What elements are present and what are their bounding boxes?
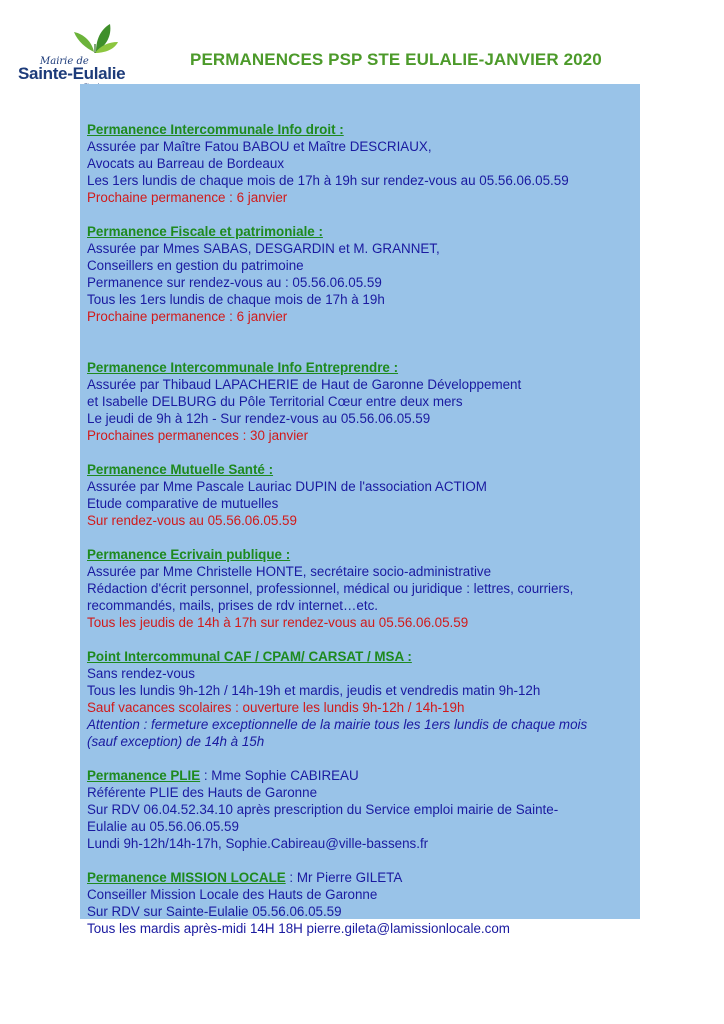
closure-note: (sauf exception) de 14h à 15h bbox=[87, 734, 265, 749]
page-title: PERMANENCES PSP STE EULALIE-JANVIER 2020 bbox=[190, 50, 602, 69]
section-line: Le jeudi de 9h à 12h - Sur rendez-vous au 05.56.06.05.59 bbox=[87, 411, 431, 426]
section-line: Etude comparative de mutuelles bbox=[87, 496, 279, 511]
next-date: Tous les jeudis de 14h à 17h sur rendez-vous au 05.56.06.05.59 bbox=[87, 615, 469, 630]
section-contact: : Mme Sophie CABIREAU bbox=[200, 768, 359, 783]
logo-small-text: Mairie de bbox=[40, 56, 89, 67]
section-line: Rédaction d'écrit personnel, professionnel, médical ou juridique : lettres, courriers, bbox=[87, 581, 574, 596]
section-line: Assurée par Mmes SABAS, DESGARDIN et M. GRANNET, bbox=[87, 241, 440, 256]
section-title: Permanence Ecrivain publique : bbox=[87, 547, 291, 562]
section-line: Conseillers en gestion du patrimoine bbox=[87, 258, 304, 273]
leaves-icon bbox=[70, 22, 120, 54]
section-line: Sans rendez-vous bbox=[87, 666, 195, 681]
section-ecrivain bbox=[87, 546, 637, 631]
section-mutuelle bbox=[87, 461, 637, 529]
section-info-droit bbox=[87, 121, 637, 206]
section-mission-locale bbox=[87, 869, 637, 937]
section-line: Lundi 9h-12h/14h-17h, Sophie.Cabireau@ville-bassens.fr bbox=[87, 836, 429, 851]
section-line: Assurée par Mme Pascale Lauriac DUPIN de l'association ACTIOM bbox=[87, 479, 487, 494]
next-date: Sur rendez-vous au 05.56.06.05.59 bbox=[87, 513, 297, 528]
section-line: Assurée par Maître Fatou BABOU et Maître DESCRIAUX, bbox=[87, 139, 432, 154]
section-line: Tous les mardis après-midi 14H 18H pierre.gileta@lamissionlocale.com bbox=[87, 921, 510, 936]
section-line: recommandés, mails, prises de rdv internet…etc. bbox=[87, 598, 378, 613]
permanences-list bbox=[87, 121, 637, 937]
section-title: Permanence Intercommunale Info Entreprendre : bbox=[87, 360, 399, 375]
next-date: Prochaines permanences : 30 janvier bbox=[87, 428, 309, 443]
section-line: Assurée par Thibaud LAPACHERIE de Haut de Garonne Développement bbox=[87, 377, 522, 392]
closure-note: Attention : fermeture exceptionnelle de la mairie tous les 1ers lundis de chaque mois bbox=[87, 717, 588, 732]
section-caf bbox=[87, 648, 637, 750]
section-entreprendre bbox=[87, 359, 637, 444]
section-line: Sur RDV sur Sainte-Eulalie 05.56.06.05.59 bbox=[87, 904, 342, 919]
section-title: Permanence MISSION LOCALE bbox=[87, 870, 286, 885]
section-line: Avocats au Barreau de Bordeaux bbox=[87, 156, 285, 171]
section-title: Permanence Fiscale et patrimoniale : bbox=[87, 224, 323, 239]
section-line: Conseiller Mission Locale des Hauts de Garonne bbox=[87, 887, 378, 902]
section-title: Permanence Intercommunale Info droit : bbox=[87, 122, 344, 137]
section-line: Les 1ers lundis de chaque mois de 17h à 19h sur rendez-vous au 05.56.06.05.59 bbox=[87, 173, 569, 188]
next-date: Prochaine permanence : 6 janvier bbox=[87, 309, 288, 324]
logo-name-text: Sainte-Eulalie bbox=[18, 64, 126, 83]
next-date: Prochaine permanence : 6 janvier bbox=[87, 190, 288, 205]
section-line: Référente PLIE des Hauts de Garonne bbox=[87, 785, 318, 800]
section-title: Permanence Mutuelle Santé : bbox=[87, 462, 274, 477]
section-line: et Isabelle DELBURG du Pôle Territorial Cœur entre deux mers bbox=[87, 394, 463, 409]
section-fiscale bbox=[87, 223, 637, 325]
section-line: Tous les 1ers lundis de chaque mois de 17h à 19h bbox=[87, 292, 385, 307]
section-title: Point Intercommunal CAF / CPAM/ CARSAT / MSA : bbox=[87, 649, 412, 664]
section-plie bbox=[87, 767, 637, 852]
section-line: Assurée par Mme Christelle HONTE, secrétaire socio-administrative bbox=[87, 564, 492, 579]
section-line: Eulalie au 05.56.06.05.59 bbox=[87, 819, 239, 834]
section-line: Tous les lundis 9h-12h / 14h-19h et mardis, jeudis et vendredis matin 9h-12h bbox=[87, 683, 541, 698]
section-line: Sur RDV 06.04.52.34.10 après prescription du Service emploi mairie de Sainte- bbox=[87, 802, 559, 817]
section-title: Permanence PLIE bbox=[87, 768, 201, 783]
section-line: Permanence sur rendez-vous au : 05.56.06.05.59 bbox=[87, 275, 382, 290]
section-contact: : Mr Pierre GILETA bbox=[285, 870, 403, 885]
holiday-note: Sauf vacances scolaires : ouverture les lundis 9h-12h / 14h-19h bbox=[87, 700, 465, 715]
mairie-logo bbox=[18, 22, 158, 88]
